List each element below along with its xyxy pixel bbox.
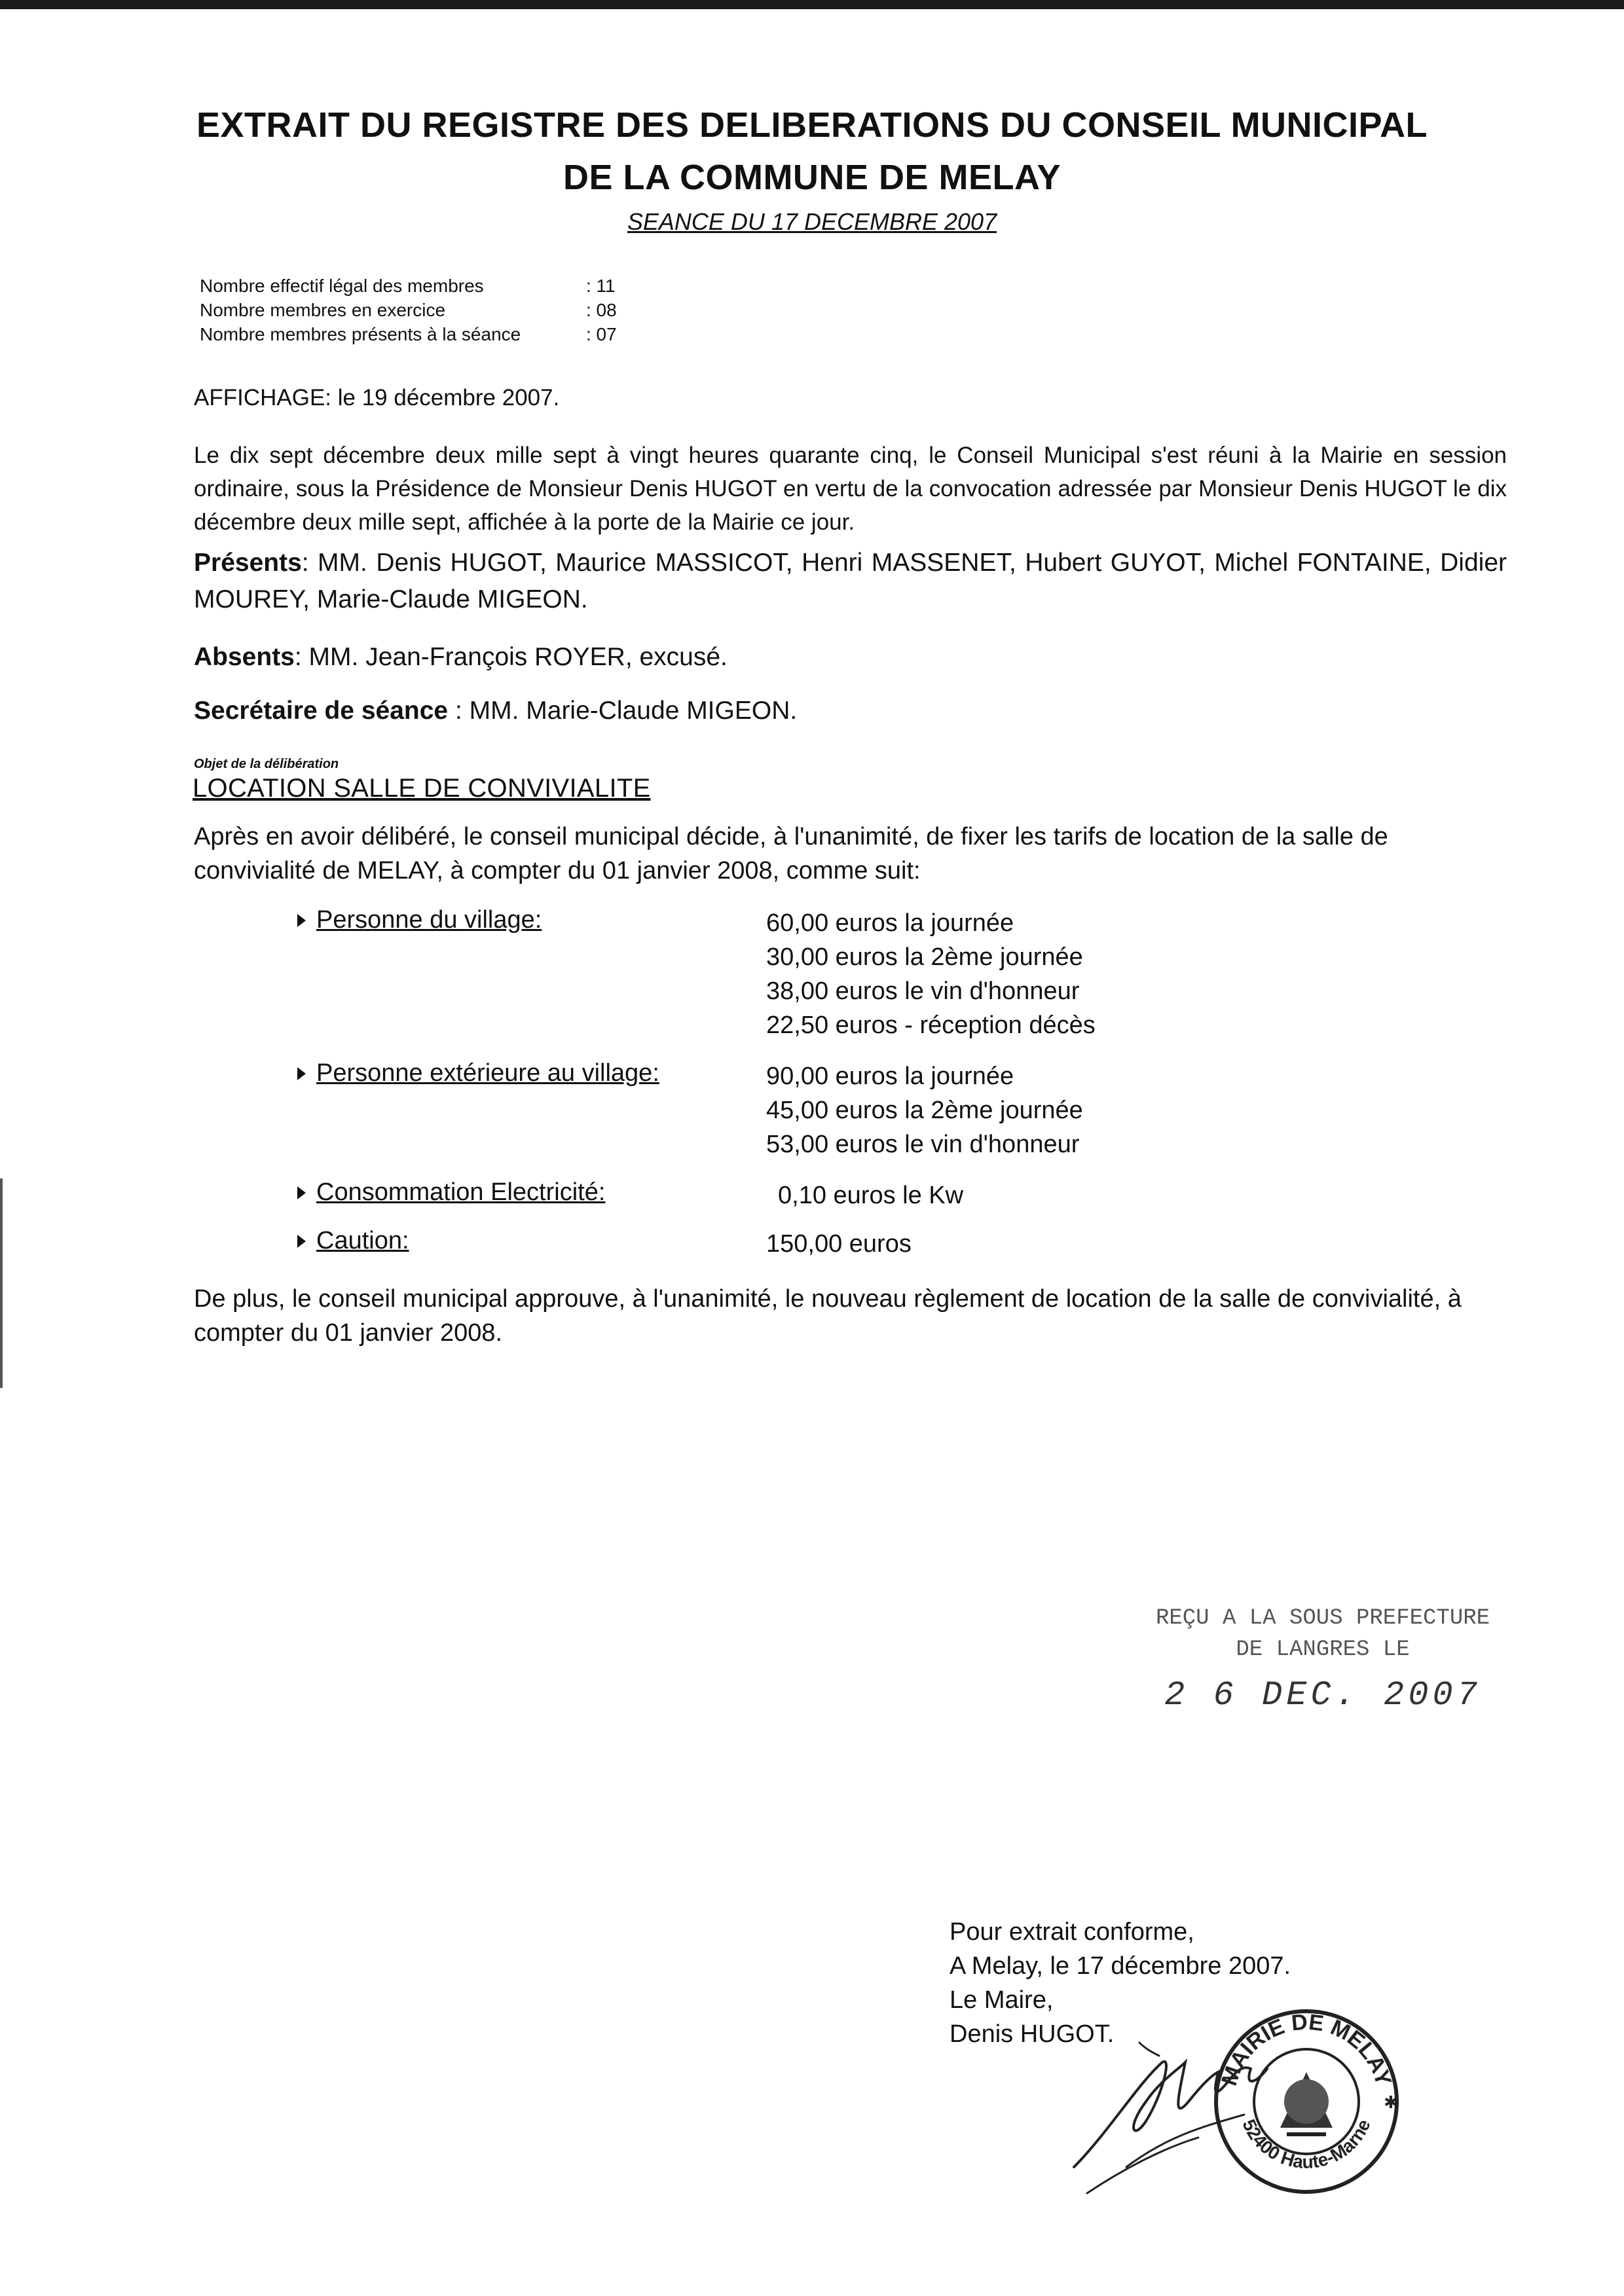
tarif-value: 22,50 euros - réception décès	[766, 1011, 1096, 1039]
secretaire-label: Secrétaire de séance	[194, 697, 449, 725]
seance-date: SEANCE DU 17 DECEMBRE 2007	[627, 208, 997, 235]
signature-line: Le Maire,	[950, 1986, 1054, 2014]
tarif-value: 38,00 euros le vin d'honneur	[766, 977, 1080, 1005]
scan-edge-mark	[0, 1178, 3, 1388]
mayor-name: Denis HUGOT.	[950, 2020, 1115, 2048]
mairie-seal	[1208, 2003, 1405, 2200]
count-label: Nombre membres présents à la séance	[200, 324, 521, 344]
bullet-arrow-icon	[297, 1186, 306, 1199]
seal-top-text: MAIRIE DE MELAY	[1216, 2009, 1396, 2089]
tarif-value: 90,00 euros la journée	[766, 1063, 1014, 1090]
tarif-group	[295, 1059, 1083, 1161]
count-row	[200, 322, 617, 346]
tarif-values	[766, 1059, 1083, 1161]
tarif-value: 150,00 euros	[766, 1230, 912, 1258]
seal-emblem-icon	[1280, 2072, 1333, 2134]
tarif-category-label: Personne du village:	[316, 906, 542, 934]
tarif-value: 60,00 euros la journée	[766, 909, 1014, 937]
tarif-category	[295, 1178, 766, 1212]
tarif-value: 53,00 euros le vin d'honneur	[766, 1131, 1080, 1158]
count-label: Nombre membres en exercice	[200, 300, 446, 320]
tarif-category	[295, 1059, 766, 1161]
tarif-category-label: Caution:	[316, 1227, 409, 1254]
presents-paragraph	[194, 545, 1507, 618]
secretaire-text: : MM. Marie-Claude MIGEON.	[448, 697, 798, 725]
tarif-group	[295, 1178, 963, 1212]
seal-bottom-text: 52400 Haute-Marne	[1238, 2116, 1375, 2172]
count-value: : 07	[586, 324, 617, 344]
tarif-values	[766, 1227, 912, 1261]
decision-paragraph: Après en avoir délibéré, le conseil municipal décide, à l'unanimité, de fixer les tarifs de location de la salle de convivialité de MELAY, à compter du 01 janvier 2008, comme suit:	[194, 823, 1388, 884]
reception-stamp	[1139, 1603, 1506, 1715]
objet-title: LOCATION SALLE DE CONVIVIALITE	[193, 774, 651, 803]
absents-label: Absents	[194, 643, 295, 671]
absents-text: : MM. Jean-François ROYER, excusé.	[294, 643, 728, 671]
tarif-group	[295, 906, 1096, 1042]
tarif-values	[766, 906, 1096, 1042]
signature-line: A Melay, le 17 décembre 2007.	[950, 1952, 1291, 1980]
objet-label: Objet de la délibération	[194, 757, 339, 771]
bullet-arrow-icon	[297, 1235, 306, 1248]
stamp-date: 2 6 DEC. 2007	[1164, 1676, 1481, 1715]
tarif-value: 30,00 euros la 2ème journée	[766, 943, 1083, 971]
tarif-category	[295, 1227, 766, 1261]
absents-paragraph	[194, 640, 1507, 674]
intro-paragraph: Le dix sept décembre deux mille sept à vingt heures quarante cinq, le Conseil Municipal s'est réuni à la Mairie en session ordinaire, sous la Présidence de Monsieur Denis HUGOT en vertu de la convocation adressée par Monsieur Denis HUGOT le dix décembre deux mille sept, affichée à la porte de la Mairie ce jour.	[194, 443, 1507, 535]
seal-star-icon: ✱	[1384, 2092, 1398, 2112]
tarif-value: 45,00 euros la 2ème journée	[766, 1097, 1083, 1124]
presents-text: : MM. Denis HUGOT, Maurice MASSICOT, Henri MASSENET, Hubert GUYOT, Michel FONTAINE, Didier MOUREY, Marie-Claude MIGEON.	[194, 549, 1507, 613]
bullet-arrow-icon	[297, 914, 306, 927]
document-title-line2: DE LA COMMUNE DE MELAY	[563, 158, 1061, 197]
document-title-line1: EXTRAIT DU REGISTRE DES DELIBERATIONS DU CONSEIL MUNICIPAL	[196, 105, 1428, 145]
tarif-value: 0,10 euros le Kw	[778, 1182, 964, 1209]
stamp-line: DE LANGRES LE	[1236, 1637, 1410, 1662]
signature-line: Pour extrait conforme,	[950, 1918, 1194, 1946]
count-label: Nombre effectif légal des membres	[200, 276, 484, 296]
member-counts	[200, 274, 617, 346]
tarif-category-label: Personne extérieure au village:	[316, 1059, 659, 1087]
presents-label: Présents	[194, 549, 302, 577]
stamp-line: REÇU A LA SOUS PREFECTURE	[1155, 1606, 1490, 1631]
tarif-values	[778, 1178, 963, 1212]
tarif-group	[295, 1227, 912, 1261]
scan-top-border	[0, 0, 1624, 9]
bullet-arrow-icon	[297, 1067, 306, 1080]
closing-paragraph: De plus, le conseil municipal approuve, à l'unanimité, le nouveau règlement de location de la salle de convivialité, à compter du 01 janvier 2008.	[194, 1285, 1462, 1347]
tarif-category-label: Consommation Electricité:	[316, 1178, 606, 1206]
tarif-category	[295, 906, 766, 1042]
count-value: : 11	[586, 276, 616, 296]
affichage-line: AFFICHAGE: le 19 décembre 2007.	[194, 385, 560, 410]
secretaire-paragraph	[194, 694, 1507, 727]
count-row	[200, 298, 617, 322]
count-row	[200, 274, 617, 298]
count-value: : 08	[586, 300, 617, 320]
